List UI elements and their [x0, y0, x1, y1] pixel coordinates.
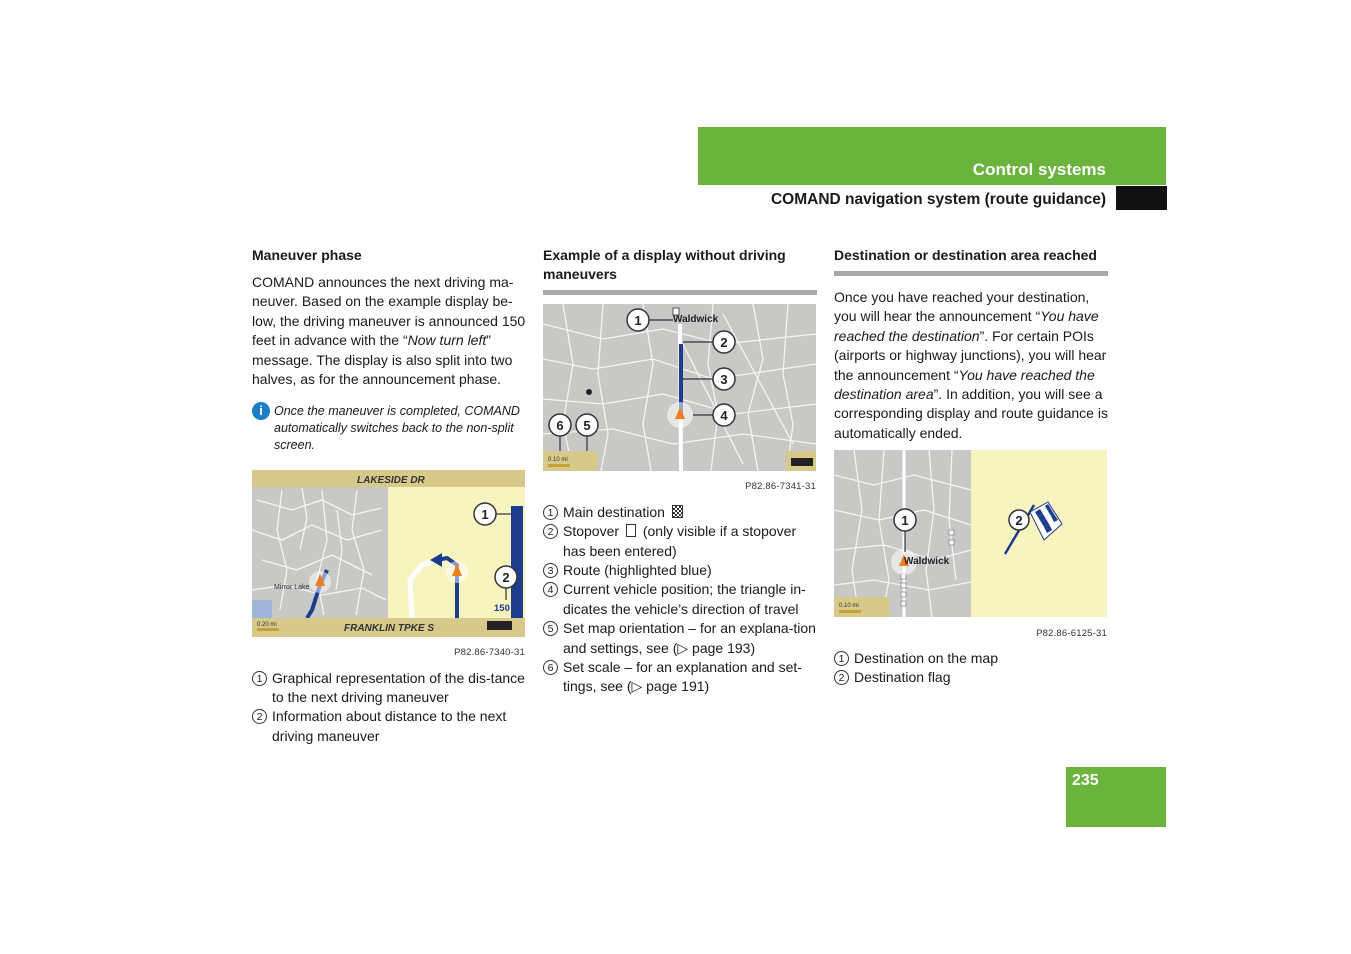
- stopover-flag-icon: [626, 524, 636, 537]
- callout-1: 1: [901, 513, 909, 529]
- legend-display: [543, 503, 817, 697]
- heading-rule: [834, 271, 1108, 276]
- callout-2: 2: [502, 569, 510, 585]
- callout-1: 1: [481, 506, 489, 522]
- legend-item: 3 Route (highlighted blue): [543, 561, 817, 580]
- page-number: 235: [1072, 772, 1099, 789]
- heading-destination-reached: Destination or destination area reached: [834, 247, 1097, 263]
- callout-4: 4: [720, 408, 728, 423]
- figure-destination-display: [834, 450, 1107, 643]
- destination-flag-icon: [672, 505, 683, 518]
- subsection-title: COMAND navigation system (route guidance): [770, 191, 1106, 208]
- legend-item: 1 Main destination: [543, 503, 817, 522]
- legend-item: 2 Destination flag: [834, 668, 1108, 687]
- place-label: Mirror Lake: [274, 583, 310, 591]
- legend-item: 2 Stopover (only visible if a stopover has been entered): [543, 522, 817, 561]
- scale-label: 0.20 mi: [257, 621, 277, 628]
- note-text: Once the maneuver is completed, COMAND automatically switches back to the non-split screen.: [274, 404, 520, 453]
- header-marker: [1116, 186, 1167, 210]
- legend-item: 1 Graphical representation of the dis-tance to the next driving maneuver: [252, 669, 526, 708]
- legend-maneuver: [252, 669, 526, 747]
- heading-display-example: Example of a display without driving maneuvers: [543, 247, 786, 282]
- callout-6: 6: [556, 418, 564, 433]
- heading-rule: [543, 290, 817, 295]
- paragraph-destination: Once you have reached your destination, you will hear the announcement “You have reached the destination”. For certain POIs (airports or highway junctions), you will hear the announcement “You have reached the destination area”. In addition, you will see a corresponding display and route guidance is automatically ended.: [834, 289, 1108, 441]
- map-maneuver-split: [252, 470, 525, 637]
- figure-caption: P82.86-7340-31: [454, 647, 525, 659]
- figure-maneuver-display: [252, 470, 525, 663]
- callout-2: 2: [720, 335, 728, 350]
- place-label: Waldwick: [673, 314, 719, 325]
- column-destination-reached: [834, 246, 1108, 688]
- scale-label: 0.10 mi: [548, 457, 568, 463]
- callout-1: 1: [634, 313, 642, 328]
- legend-item: 4 Current vehicle position; the triangle in-dicates the vehicle’s direction of travel: [543, 580, 817, 619]
- figure-display-no-maneuver: [543, 304, 816, 497]
- legend-item: 5 Set map orientation – for an explana-tion and settings, see (▷ page 193): [543, 619, 817, 658]
- paragraph-maneuver: COMAND announces the next driving ma-neuver. Based on the example display be-low, the driving maneuver is announced 150 feet in advance with the “Now turn left” message. The display is also split into two halves, as for the announcement phase.: [252, 274, 526, 388]
- street-bottom-label: FRANKLIN TPKE S: [344, 622, 434, 634]
- legend-item: 2 Information about distance to the next driving maneuver: [252, 707, 526, 746]
- figure-caption: P82.86-7341-31: [745, 481, 816, 493]
- figure-caption: P82.86-6125-31: [1036, 627, 1107, 639]
- info-icon: i: [252, 402, 270, 420]
- legend-item: 1 Destination on the map: [834, 649, 1108, 668]
- distance-readout: 150 ft: [494, 602, 519, 614]
- callout-3: 3: [720, 372, 728, 387]
- map-no-maneuver: [543, 304, 816, 471]
- map-destination: [834, 450, 1107, 617]
- heading-maneuver-phase: Maneuver phase: [252, 247, 362, 263]
- place-label: Waldwick: [904, 556, 950, 568]
- legend-item: 6 Set scale – for an explanation and set-tings, see (▷ page 191): [543, 658, 817, 697]
- callout-2: 2: [1015, 513, 1023, 529]
- scale-label: 0.10 mi: [839, 603, 859, 610]
- info-note: [252, 403, 526, 453]
- column-maneuver-phase: [252, 246, 526, 746]
- street-top-label: LAKESIDE DR: [357, 474, 425, 486]
- column-display-example: [543, 246, 817, 697]
- section-title: Control systems: [972, 160, 1106, 179]
- callout-5: 5: [583, 418, 591, 433]
- legend-destination: [834, 649, 1108, 688]
